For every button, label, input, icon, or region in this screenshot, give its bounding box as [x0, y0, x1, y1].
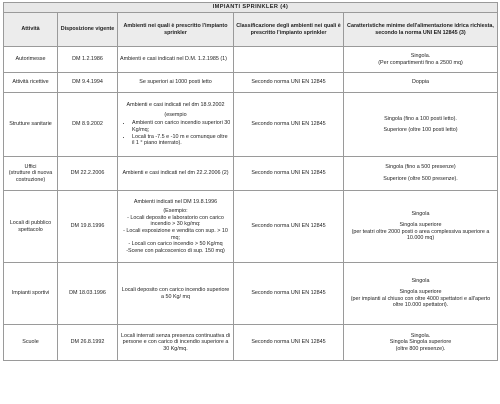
- cell-environments: Ambienti e casi indicati nel dm 22.2.2006 (2): [118, 157, 234, 191]
- cell-classification: Secondo norma UNI EN 12845: [234, 157, 344, 191]
- table-title: IMPIANTI SPRINKLER (4): [4, 3, 498, 13]
- sprinkler-table-container: [3, 2, 497, 361]
- table-row: [4, 191, 498, 263]
- header-activity: Attività: [4, 13, 58, 47]
- cell-activity: Impianti sportivi: [4, 263, 58, 325]
- cell-supply: Singola Singola superiore (per impianti al chiuso con oltre 4000 spettatori e all'aperto oltre 10.000 spettatori).: [344, 263, 498, 325]
- cell-classification: Secondo norma UNI EN 12845: [234, 191, 344, 263]
- cell-supply: Singola. (Per compartimenti fino a 2500 mq): [344, 47, 498, 73]
- cell-supply: Doppia: [344, 73, 498, 93]
- table-row: [4, 73, 498, 93]
- cell-law: DM 26.8.1992: [58, 325, 118, 361]
- table-row: [4, 47, 498, 73]
- cell-law: DM 1.2.1986: [58, 47, 118, 73]
- cell-classification: Secondo norma UNI EN 12845: [234, 325, 344, 361]
- cell-law: DM 18.03.1996: [58, 263, 118, 325]
- cell-activity: Locali di pubblico spettacolo: [4, 191, 58, 263]
- cell-law: DM 22.2.2006: [58, 157, 118, 191]
- cell-supply: Singola (fino a 500 presenze) Superiore (oltre 500 presenze).: [344, 157, 498, 191]
- cell-environments: Ambienti indicati nel DM 19.8.1996 (Esempio: - Locali deposito e laboratorio con carico incendio > 30 kg/mq: - Locali esposizione e vendita con sup. > 10 mq; - Locali con carico incendio > 50 Kg/mq -Scene con palcoscenico di sup. 150 mq): [118, 191, 234, 263]
- table-row: [4, 263, 498, 325]
- cell-activity: Autorimesse: [4, 47, 58, 73]
- cell-supply: Singola (fino a 100 posti letto). Superiore (oltre 100 posti letto): [344, 93, 498, 157]
- cell-classification: [234, 47, 344, 73]
- header-law: Disposizione vigente: [58, 13, 118, 47]
- cell-activity: Attività ricettive: [4, 73, 58, 93]
- cell-environments: Locali deposito con carico incendio superiore a 50 Kg/ mq: [118, 263, 234, 325]
- cell-activity: Uffici (strutture di nuova costruzione): [4, 157, 58, 191]
- cell-classification: Secondo norma UNI EN 12845: [234, 93, 344, 157]
- table-row: [4, 93, 498, 157]
- cell-environments: Ambienti e casi indicati nel dm 18.9.2002 (esempio • Ambienti con carico incendio superiori 30 Kg/mq; • Locali tra -7.5 e -10 m e comunque oltre il 1 ° piano interrato).: [118, 93, 234, 157]
- cell-law: DM 8.9.2002: [58, 93, 118, 157]
- cell-supply: Singola. Singola Singola superiore (oltre 800 presenze).: [344, 325, 498, 361]
- header-classification: Classificazione degli ambienti nei quali è prescritto l'impianto sprinkler: [234, 13, 344, 47]
- cell-environments: Ambienti e casi indicati nel D.M. 1.2.1985 (1): [118, 47, 234, 73]
- header-environments: Ambienti nei quali è prescritto l'impianto sprinkler: [118, 13, 234, 47]
- sprinkler-table: [3, 2, 498, 361]
- cell-environments: Locali interrati senza presenza continuativa di persone e con carico di incendio superiore a 30 Kg/mq.: [118, 325, 234, 361]
- environments-bullet-list: [126, 120, 231, 146]
- cell-classification: Secondo norma UNI EN 12845: [234, 73, 344, 93]
- cell-supply: Singola Singola superiore (per teatri oltre 2000 posti o area complessiva superiore a 10.000 mq): [344, 191, 498, 263]
- table-row: [4, 157, 498, 191]
- header-row: [4, 13, 498, 47]
- list-item: • Locali tra -7.5 e -10 m e comunque oltre il 1 ° piano interrato).: [132, 134, 231, 147]
- cell-law: DM 19.8.1996: [58, 191, 118, 263]
- cell-environments: Se superiori ai 1000 posti letto: [118, 73, 234, 93]
- list-item: • Ambienti con carico incendio superiori 30 Kg/mq;: [132, 120, 231, 133]
- cell-classification: Secondo norma UNI EN 12845: [234, 263, 344, 325]
- cell-activity: Strutture sanitarie: [4, 93, 58, 157]
- header-supply: Caratteristiche minime dell'alimentazione idrica richiesta, secondo la norma UNI EN 12845 (3): [344, 13, 498, 47]
- table-row: [4, 325, 498, 361]
- cell-activity: Scuole: [4, 325, 58, 361]
- cell-law: DM 9.4.1994: [58, 73, 118, 93]
